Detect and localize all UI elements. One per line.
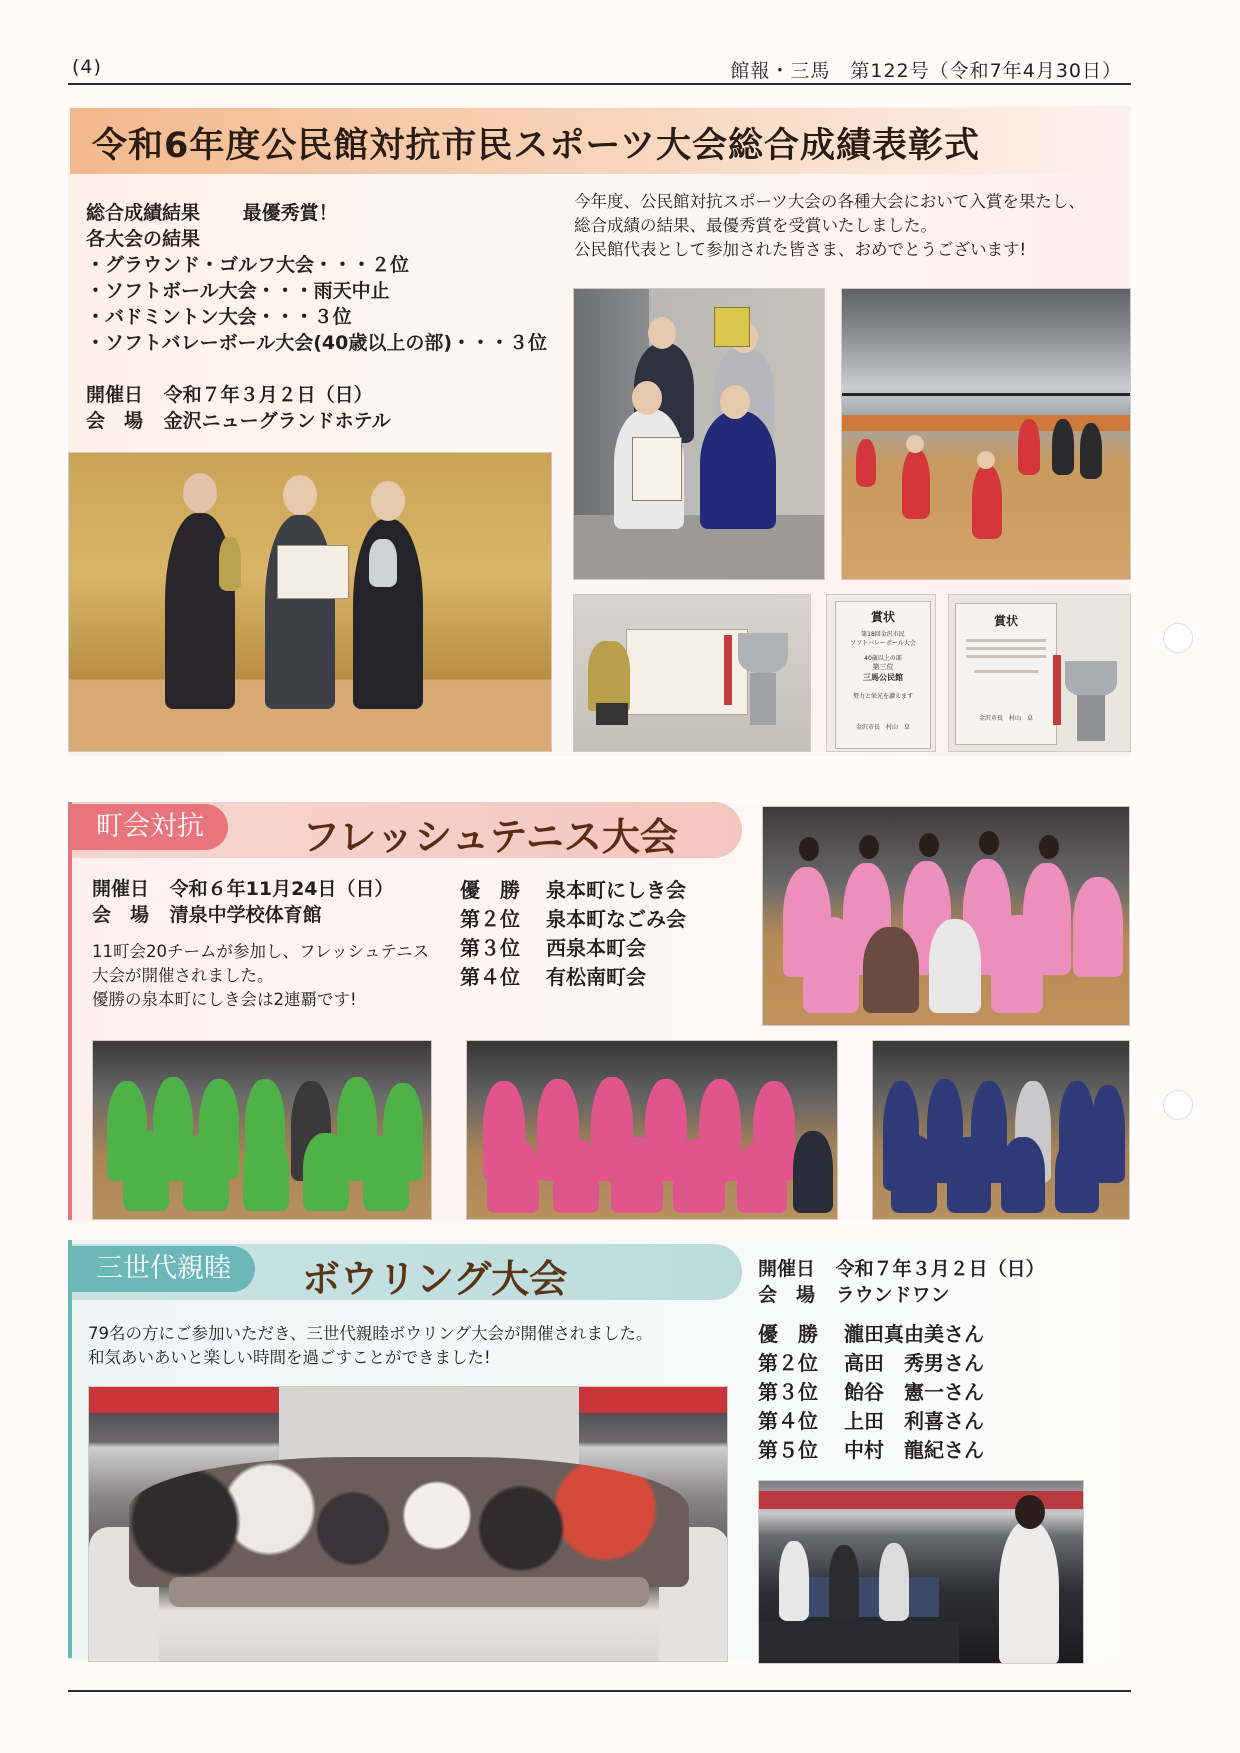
green-team-photo xyxy=(92,1040,432,1220)
ranking-row xyxy=(758,1407,984,1436)
ranking-name: 高田 秀男さん xyxy=(844,1351,984,1375)
venue-value: 清泉中学校体育館 xyxy=(169,904,322,926)
venue-label: 会 場 xyxy=(758,1284,816,1306)
ranking-name: 中村 龍紀さん xyxy=(844,1438,984,1462)
section1-date xyxy=(86,382,373,408)
section2-date xyxy=(92,876,394,902)
publication-info: 館報・三馬 第122号（令和7年4月30日） xyxy=(730,60,1122,82)
section1-intro xyxy=(574,190,1085,262)
certificate-photo-1 xyxy=(826,594,936,752)
ranking-place: 第３位 xyxy=(758,1380,818,1404)
section3-left-border xyxy=(68,1240,72,1658)
section2-description xyxy=(92,940,429,1012)
page-number: (4) xyxy=(72,56,102,78)
result-item: ・バドミントン大会・・・３位 xyxy=(86,306,352,328)
section2-left-border xyxy=(68,802,72,1220)
ranking-place: 第４位 xyxy=(460,965,520,989)
ranking-name: 瀧田真由美さん xyxy=(844,1322,984,1346)
ranking-team: 西泉本町会 xyxy=(546,936,646,960)
ranking-row xyxy=(758,1378,984,1407)
venue-label: 会 場 xyxy=(86,410,144,432)
ranking-place: 優 勝 xyxy=(460,878,520,902)
winning-team-photo xyxy=(762,806,1130,1026)
ranking-team: 泉本町にしき会 xyxy=(546,878,686,902)
section3-venue xyxy=(758,1282,950,1308)
cert-signer: 金沢市長 村山 卓 xyxy=(855,724,910,731)
cert-line: ソフトバレーボール大会 xyxy=(850,640,916,647)
ranking-row xyxy=(758,1320,984,1349)
section2-rankings xyxy=(460,876,686,992)
pink-team-photo xyxy=(466,1040,838,1220)
section3-date xyxy=(758,1256,1045,1282)
ranking-row xyxy=(460,934,686,963)
venue-value: 金沢ニューグランドホテル xyxy=(163,410,391,432)
cert-line: 40歳以上の部 xyxy=(864,655,902,662)
date-label: 開催日 xyxy=(758,1258,816,1280)
cert-line: 努力と栄光を讃えます xyxy=(852,693,913,700)
description-line: 優勝の泉本町にしき会は2連覇です! xyxy=(92,990,357,1009)
award-ceremony-photo xyxy=(68,452,552,752)
description-line: 大会が開催されました。 xyxy=(92,966,274,985)
date-value: 令和７年３月２日（日） xyxy=(163,384,373,406)
navy-team-photo xyxy=(872,1040,1130,1220)
cert-title: 賞状 xyxy=(993,614,1018,628)
binder-hole xyxy=(1163,623,1193,653)
results-heading: 各大会の結果 xyxy=(86,228,201,250)
cert-line: 第三位 xyxy=(872,663,894,671)
group-certificate-photo xyxy=(573,288,825,580)
section1-venue xyxy=(86,408,391,434)
ranking-name: 上田 利喜さん xyxy=(844,1409,984,1433)
date-label: 開催日 xyxy=(86,384,144,406)
date-value: 令和７年３月２日（日） xyxy=(835,1258,1045,1280)
ranking-row xyxy=(758,1436,984,1465)
section3-tag: 三世代親睦 xyxy=(72,1246,255,1292)
result-item: ・ソフトボール大会・・・雨天中止 xyxy=(86,280,390,302)
result-item: ・グラウンド・ゴルフ大会・・・２位 xyxy=(86,254,410,276)
cert-signer: 金沢市長 村山 卓 xyxy=(978,715,1033,722)
section3-title: ボウリング大会 xyxy=(302,1257,568,1301)
section2-venue xyxy=(92,902,322,928)
trophy-photo xyxy=(573,594,811,752)
ranking-place: 第２位 xyxy=(758,1351,818,1375)
cert-title: 賞状 xyxy=(870,610,895,624)
section2-tag: 町会対抗 xyxy=(72,804,228,850)
ranking-row xyxy=(460,905,686,934)
ranking-place: 第３位 xyxy=(460,936,520,960)
venue-label: 会 場 xyxy=(92,904,150,926)
venue-value: ラウンドワン xyxy=(835,1284,950,1306)
description-line: 11町会20チームが参加し、フレッシュテニス xyxy=(92,942,430,961)
ranking-name: 飴谷 憲一さん xyxy=(844,1380,984,1404)
ranking-team: 泉本町なごみ会 xyxy=(546,907,686,931)
intro-line: 公民館代表として参加された皆さま、おめでとうございます! xyxy=(574,240,1027,259)
ranking-team: 有松南町会 xyxy=(546,965,646,989)
ranking-row xyxy=(758,1349,984,1378)
date-value: 令和６年11月24日（日） xyxy=(169,878,394,900)
ranking-row xyxy=(460,876,686,905)
binder-hole xyxy=(1163,1090,1193,1120)
bowling-lanes-photo xyxy=(758,1480,1084,1664)
ranking-row xyxy=(460,963,686,992)
section3-rankings xyxy=(758,1320,984,1465)
ranking-place: 第４位 xyxy=(758,1409,818,1433)
ranking-place: 第５位 xyxy=(758,1438,818,1462)
result-item: ・ソフトバレーボール大会(40歳以上の部)・・・３位 xyxy=(86,332,548,354)
volleyball-photo xyxy=(841,288,1131,580)
cert-line: 第18回金沢市民 xyxy=(861,631,905,638)
section1-title: 令和6年度公民館対抗市民スポーツ大会総合成績表彰式 xyxy=(92,126,980,166)
intro-line: 今年度、公民館対抗スポーツ大会の各種大会において入賞を果たし、 xyxy=(574,192,1085,211)
overall-label: 総合成績結果 xyxy=(86,202,201,224)
description-line: 和気あいあいと楽しい時間を過ごすことができました! xyxy=(88,1348,491,1367)
section2-title: フレッシュテニス大会 xyxy=(302,815,678,859)
date-label: 開催日 xyxy=(92,878,150,900)
description-line: 79名の方にご参加いただき、三世代親睦ボウリング大会が開催されました。 xyxy=(88,1324,653,1343)
header-rule xyxy=(68,83,1131,85)
section3-description xyxy=(88,1322,653,1370)
ranking-place: 優 勝 xyxy=(758,1322,818,1346)
footer-rule xyxy=(68,1690,1131,1692)
overall-value: 最優秀賞！ xyxy=(242,202,338,224)
bowling-group-photo xyxy=(88,1386,728,1662)
overall-result xyxy=(86,200,338,226)
ranking-place: 第２位 xyxy=(460,907,520,931)
cert-line: 三馬公民館 xyxy=(863,673,903,682)
certificate-photo-2 xyxy=(948,594,1131,752)
intro-line: 総合成績の結果、最優秀賞を受賞いたしました。 xyxy=(574,216,937,235)
